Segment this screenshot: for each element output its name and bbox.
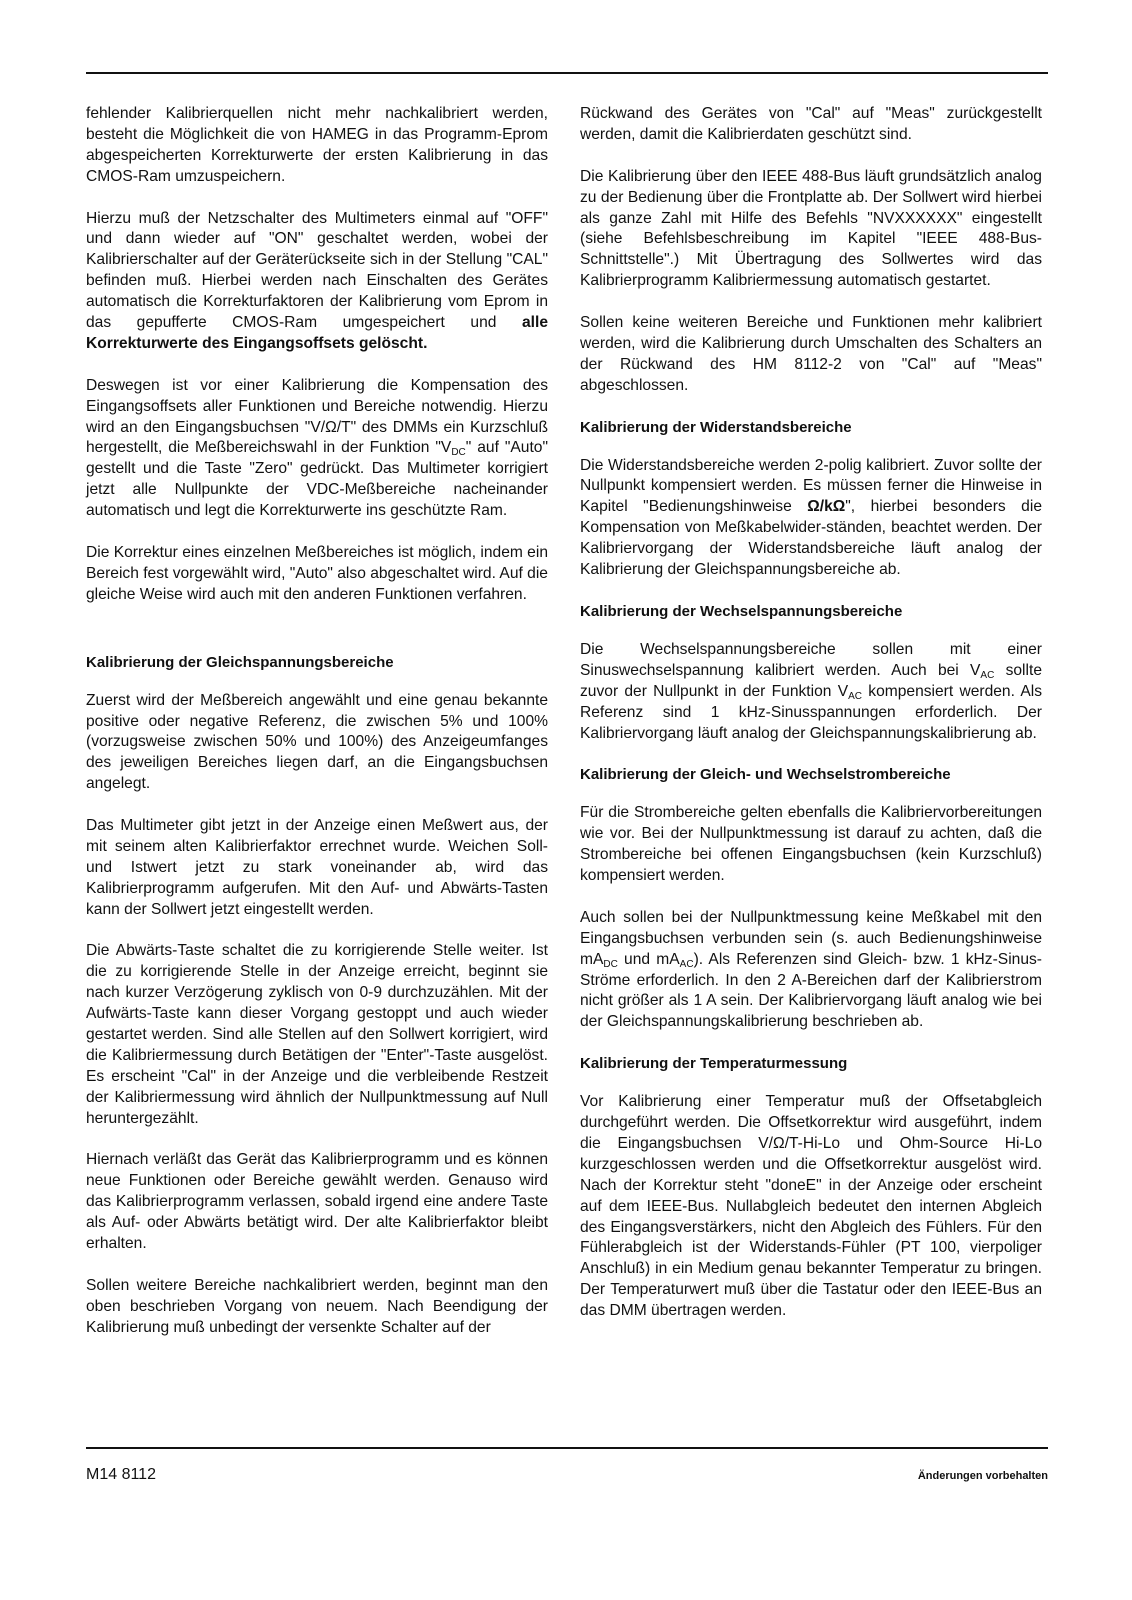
- section-heading: Kalibrierung der Wechselspannungsbereiche: [580, 602, 903, 620]
- paragraph: Für die Strombereiche gelten ebenfalls die Kalibriervorbereitungen wie vor. Bei der Nullpunktmessung ist darauf zu achten, daß die Strombereiche bei offenen Eingangsbuchsen (kein Kurzschluß) kompensiert werden.: [580, 804, 1042, 885]
- paragraph: Auch sollen bei der Nullpunktmessung keine Meßkabel mit den Eingangsbuchsen verbunden sein (s. auch Bedienungshinweise $mA_{DC}$ und $mA_{AC}$). Als Referenzen sind Gleich- bzw. 1 kHz-Sinus-Ströme erforderlich. In den 2 A-Bereichen darf der Kalibrierstrom nicht größer als 1 A sein. Der Kalibriervorgang läuft analog wie bei der Gleichspannungskalibrierung beschrieben ab.: [580, 908, 1042, 1031]
- paragraph: Die Korrektur eines einzelnen Meßbereiches ist möglich, indem ein Bereich fest vorgewählt wird, "Auto" also abgeschaltet wird. Auf die gleiche Weise wird auch mit den anderen Funktionen verfahren.: [86, 543, 548, 603]
- section-heading: Kalibrierung der Gleich- und Wechselstrombereiche: [580, 766, 951, 784]
- paragraph: Hierzu muß der Netzschalter des Multimeters einmal auf "OFF" und dann wieder auf "ON" geschaltet werden, wobei der Kalibrierschalter auf der Geräterückseite sich in der Stellung "CAL" befinden muß. Hierbei werden nach Einschalten des Gerätes automatisch die Korrekturfaktoren der Kalibrierung vom Eprom in das gepufferte CMOS-Ram umgespeichert und alle Korrekturwerte des Eingangsoffsets gelöscht.: [86, 209, 548, 352]
- left-column: [86, 104, 548, 1360]
- paragraph: Sollen weitere Bereiche nachkalibriert werden, beginnt man den oben beschrieben Vorgang von neuem. Nach Beendigung der Kalibrierung muß unbedingt der versenkte Schalter auf der: [86, 1276, 548, 1336]
- paragraph: fehlender Kalibrierquellen nicht mehr nachkalibriert werden, besteht die Möglichkeit die von HAMEG in das Programm-Eprom abgespeicherten Korrekturwerte der ersten Kalibrierung in das CMOS-Ram umzuspeichern.: [86, 105, 548, 185]
- bottom-rule: [86, 1447, 1048, 1449]
- paragraph: Hiernach verläßt das Gerät das Kalibrierprogramm und es können neue Funktionen oder Bereiche gewählt werden. Genauso wird das Kalibrierprogramm verlassen, sobald irgend eine andere Taste als Auf- oder Abwärts betätigt wird. Der alte Kalibrierfaktor bleibt erhalten.: [86, 1151, 548, 1253]
- paragraph: Die Widerstandsbereiche werden 2-polig kalibriert. Zuvor sollte der Nullpunkt kompensiert werden. Es müssen ferner die Hinweise in Kapitel "Bedienungshinweise Ω/kΩ", hierbei besonders die Kompensation von Meßkabelwider-ständen, beachtet werden. Der Kalibriervorgang der Widerstandsbereiche läuft analog der Kalibrierung der Gleichspannungsbereiche ab.: [580, 456, 1042, 579]
- right-column: [580, 104, 1042, 1343]
- paragraph: Vor Kalibrierung einer Temperatur muß der Offsetabgleich durchgeführt werden. Die Offsetkorrektur wird ausgeführt, indem die Eingangsbuchsen V/Ω/T-Hi-Lo und Ohm-Source Hi-Lo kurzgeschlossen werden und die Offsetkorrektur ausgelöst wird. Nach der Korrektur steht "doneE" in der Anzeige oder erscheint auf dem IEEE-Bus. Nullabgleich bedeutet den internen Abgleich des Eingangsverstärkers, nicht den Abgleich des Fühlers. Für den Fühlerabgleich ist der Widerstands-Fühler (PT 100, vierpoliger Anschluß) in ein Medium genau bekannter Temperatur zu bringen. Der Temperaturwert muß über die Tastatur oder den IEEE-Bus an das DMM übertragen werden.: [580, 1093, 1042, 1320]
- paragraph: Die Wechselspannungsbereiche sollen mit einer Sinuswechselspannung kalibriert werden. Auch bei $V_{AC}$ sollte zuvor der Nullpunkt in der Funktion $V_{AC}$ kompensiert werden. Als Referenz sind 1 kHz-Sinusspannungen erforderlich. Der Kalibriervorgang läuft analog der Gleichspannungskalibrierung ab.: [580, 640, 1042, 742]
- page-code: M14 8112: [86, 1466, 156, 1483]
- paragraph: Sollen keine weiteren Bereiche und Funktionen mehr kalibriert werden, wird die Kalibrierung durch Umschalten des Schalters an der Rückwand des HM 8112-2 von "Cal" auf "Meas" abgeschlossen.: [580, 314, 1042, 394]
- bold-text: alle Korrekturwerte des Eingangsoffsets gelöscht.: [86, 314, 548, 352]
- section-heading: Kalibrierung der Gleichspannungsbereiche: [86, 653, 394, 671]
- top-rule: [86, 72, 1048, 74]
- paragraph: Zuerst wird der Meßbereich angewählt und eine genau bekannte positive oder negative Referenz, die zwischen 5% und 100% (vorzugsweise zwischen 50% und 100%) des Anzeigeumfanges des jeweiligen Bereiches liegen darf, an die Eingangsbuchsen angelegt.: [86, 691, 548, 793]
- bold-text: Ω/kΩ: [807, 498, 846, 516]
- paragraph: Die Kalibrierung über den IEEE 488-Bus läuft grundsätzlich analog zu der Bedienung über die Frontplatte ab. Der Sollwert wird hierbei als ganze Zahl mit Hilfe des Befehls "NVXXXXXX" eingestellt (siehe Befehlsbeschreibung im Kapitel "IEEE 488-Bus-Schnittstelle".) Mit Übertragung des Sollwertes wird das Kalibrierprogramm Kalibriermessung automatisch gestartet.: [580, 167, 1042, 290]
- section-heading: Kalibrierung der Widerstandsbereiche: [580, 418, 852, 436]
- footer-note: Änderungen vorbehalten: [917, 1470, 1048, 1482]
- paragraph: Deswegen ist vor einer Kalibrierung die Kompensation des Eingangsoffsets aller Funktionen und Bereiche notwendig. Hierzu wird an den Eingangsbuchsen "V/Ω/T" des DMMs ein Kurzschluß hergestellt, die Meßbereichswahl in der Funktion "$V_{DC}$" auf "Auto" gestellt und die Taste "Zero" gedrückt. Das Multimeter korrigiert jetzt alle Nullpunkte der VDC-Meßbereiche nacheinander automatisch und legt die Korrekturwerte ins geschützte Ram.: [86, 376, 548, 520]
- paragraph: Das Multimeter gibt jetzt in der Anzeige einen Meßwert aus, der mit seinem alten Kalibrierfaktor errechnet wurde. Weichen Soll- und Istwert jetzt zu stark voneinander ab, wird das Kalibrierprogramm aufgerufen. Mit den Auf- und Abwärts-Tasten kann der Sollwert jetzt eingestellt werden.: [86, 817, 548, 918]
- paragraph: Die Abwärts-Taste schaltet die zu korrigierende Stelle weiter. Ist die zu korrigierende Stelle in der Anzeige erreicht, beginnt sie nach kurzer Verzögerung zyklisch von 0-9 durchzuzählen. Mit der Aufwärts-Taste kann dieser Vorgang gestoppt und auch wieder gestartet werden. Sind alle Stellen auf den Sollwert korrigiert, wird die Kalibriermessung durch Betätigen der "Enter"-Taste ausgelöst. Es erscheint "Cal" in der Anzeige und die verbleibende Restzeit der Kalibriermessung wird ähnlich der Nullpunktmessung auf Null heruntergezählt.: [86, 942, 548, 1127]
- paragraph: Rückwand des Gerätes von "Cal" auf "Meas" zurückgestellt werden, damit die Kalibrierdaten geschützt sind.: [580, 105, 1042, 143]
- section-heading: Kalibrierung der Temperaturmessung: [580, 1055, 848, 1073]
